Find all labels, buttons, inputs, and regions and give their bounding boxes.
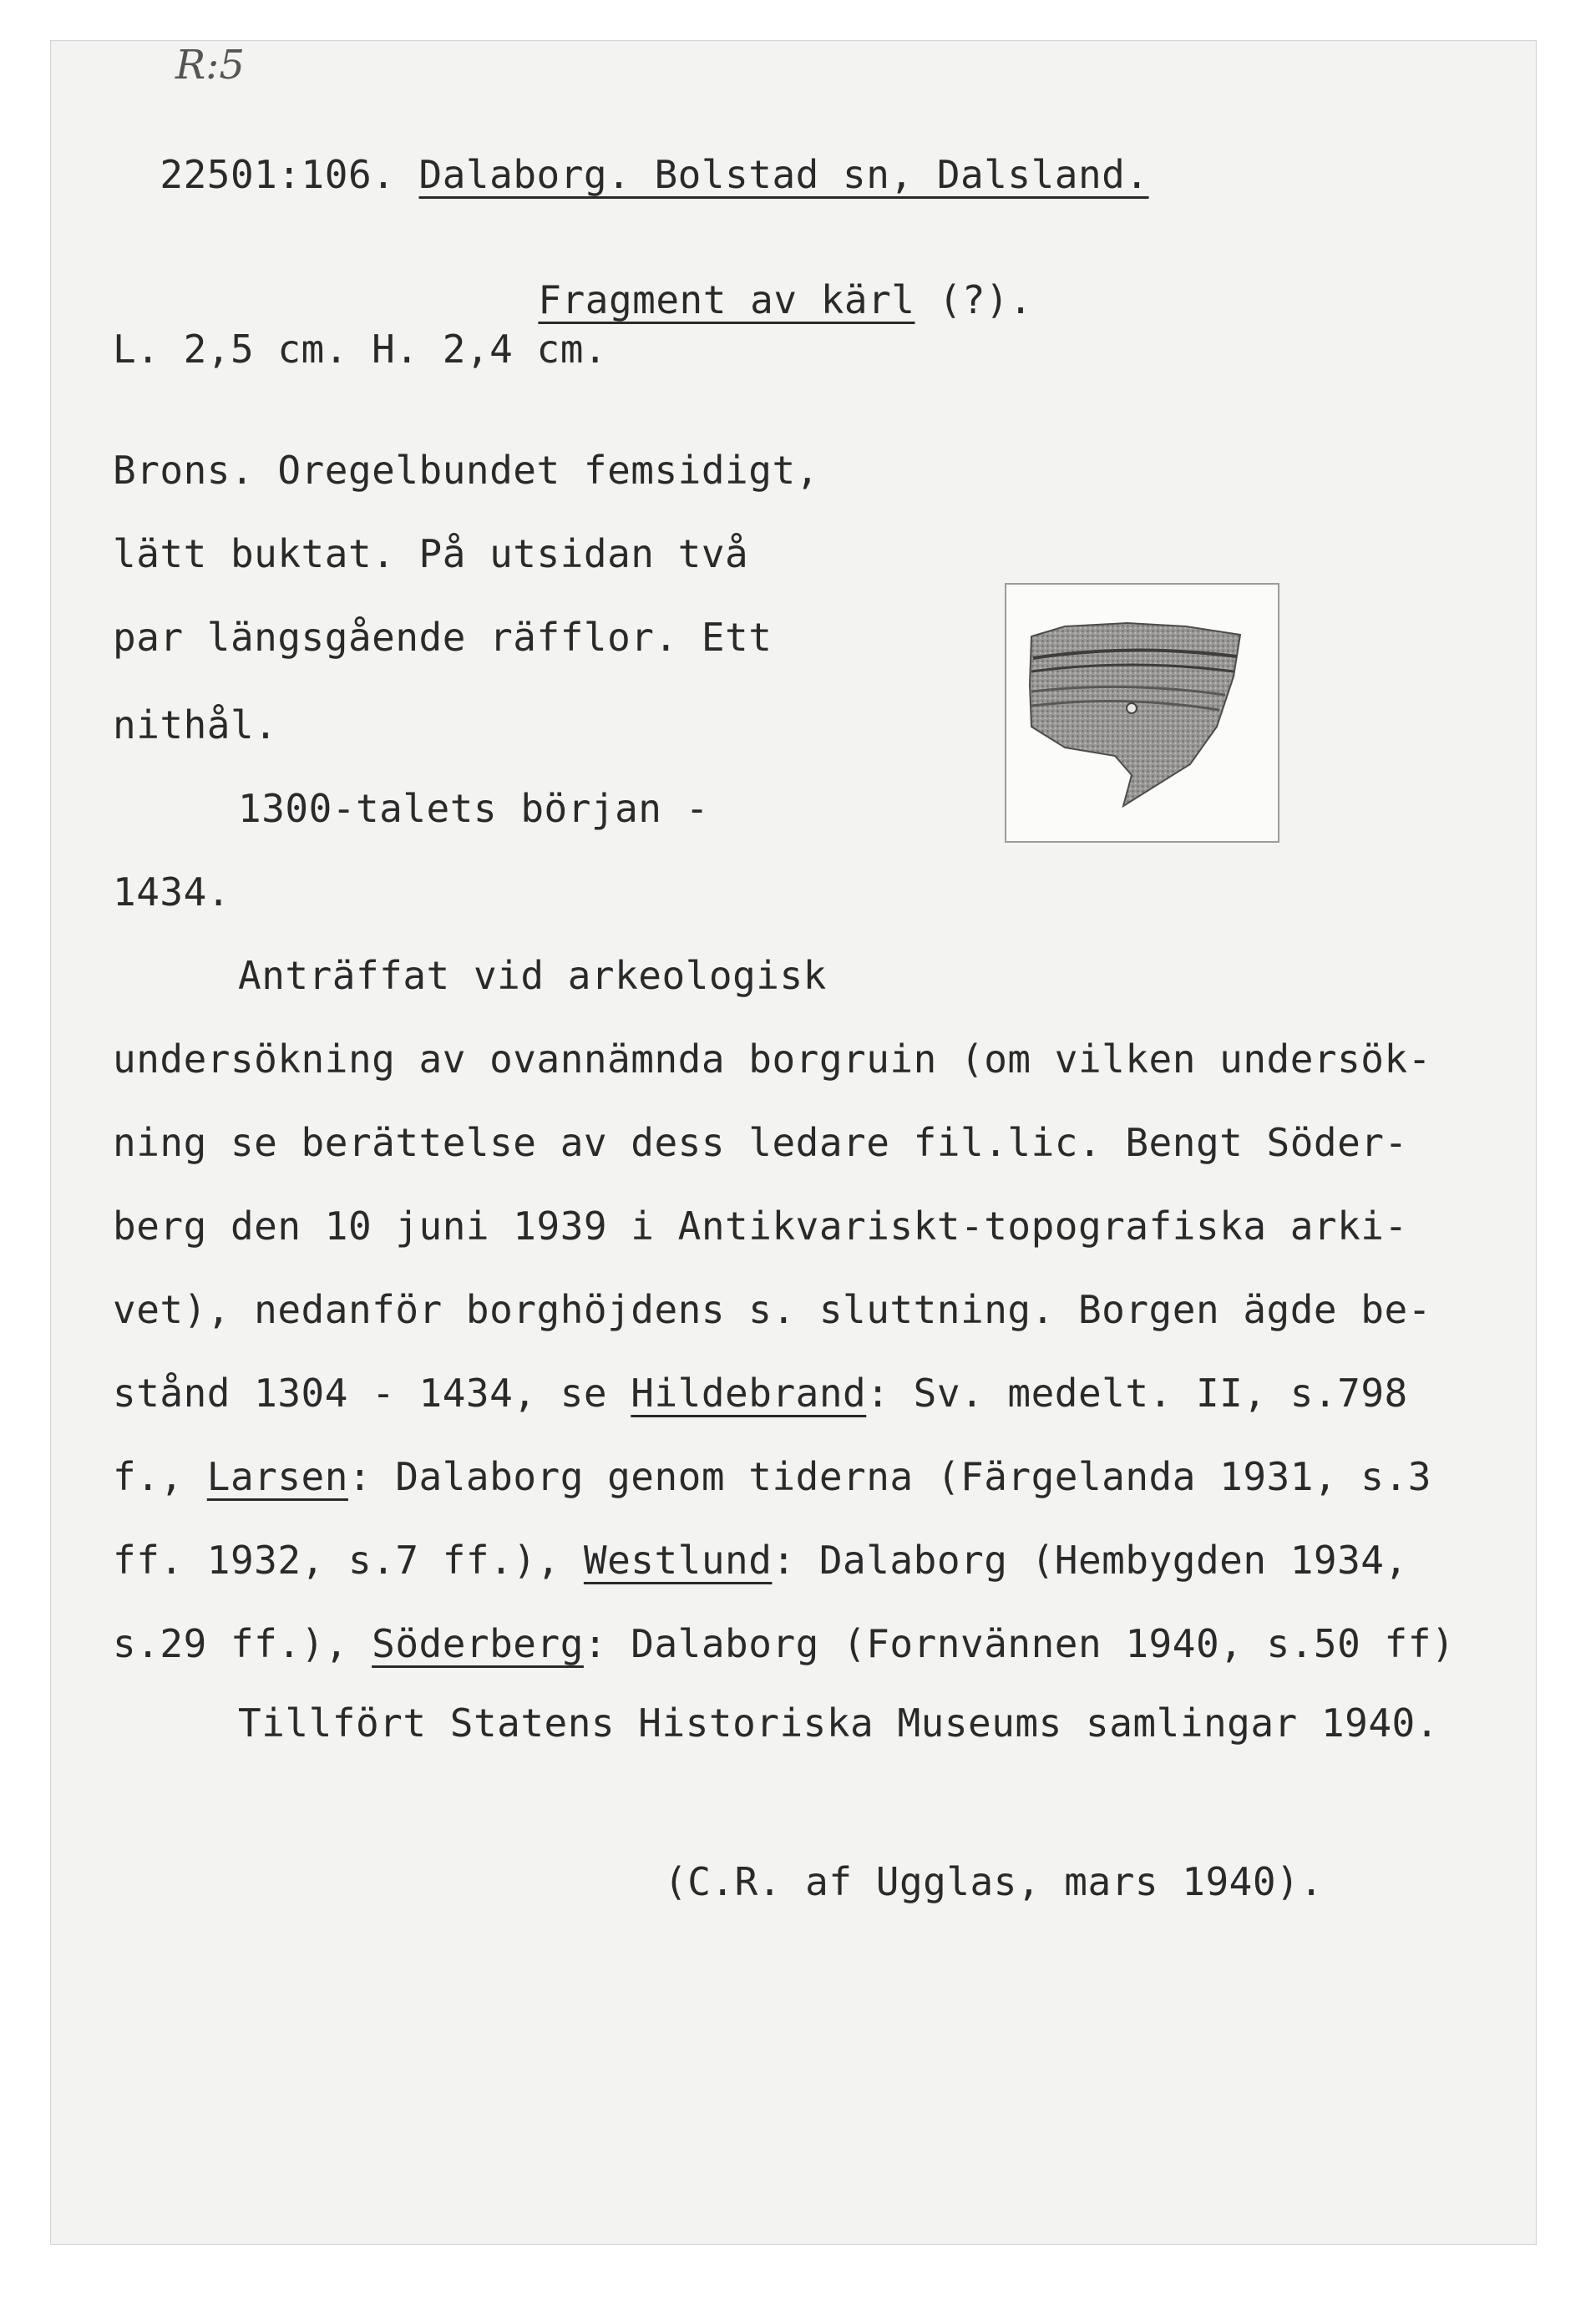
cataloguer-signature: (C.R. af Ugglas, mars 1940). xyxy=(664,1859,1324,1904)
card-header xyxy=(113,117,1149,197)
reference-text: stånd 1304 - 1434, se xyxy=(113,1371,631,1416)
description-line: lätt buktat. På utsidan två xyxy=(113,531,749,576)
reference-text: s.29 ff.), xyxy=(113,1621,372,1666)
object-qualifier: (?). xyxy=(938,277,1033,322)
reference-line xyxy=(113,1621,1456,1666)
handwritten-mark: R:5 xyxy=(175,42,245,89)
reference-text: f., xyxy=(113,1454,207,1499)
reference-line xyxy=(113,1538,1408,1583)
reference-author: Söderberg xyxy=(372,1621,584,1666)
dating-line: 1434. xyxy=(113,869,231,915)
reference-author: Hildebrand xyxy=(631,1371,867,1416)
object-name: Fragment av kärl xyxy=(538,277,915,322)
reference-line xyxy=(113,1454,1431,1499)
bronze-fragment-image xyxy=(1006,585,1278,841)
dating-line: 1300-talets början - xyxy=(238,786,709,831)
find-text-line: ning se berättelse av dess ledare fil.lic. Bengt Söder- xyxy=(113,1120,1408,1165)
reference-line xyxy=(113,1371,1408,1416)
description-line: nithål. xyxy=(113,702,278,748)
object-photo xyxy=(1005,583,1279,843)
reference-author: Westlund xyxy=(583,1538,773,1583)
catalog-number: 22501:106. xyxy=(160,152,396,197)
reference-text: ff. 1932, s.7 ff.), xyxy=(113,1538,584,1583)
find-text-line: vet), nedanför borghöjdens s. sluttning. Borgen ägde be- xyxy=(113,1287,1431,1332)
find-text-line: berg den 10 juni 1939 i Antikvariskt-topografiska arki- xyxy=(113,1204,1408,1249)
find-text-line: undersökning av ovannämnda borgruin (om vilken undersök- xyxy=(113,1036,1431,1082)
reference-text: : Dalaborg (Hembygden 1934, xyxy=(772,1538,1408,1583)
description-line: par längsgående räfflor. Ett xyxy=(113,615,773,660)
reference-text: : Dalaborg genom tiderna (Färgelanda 1931, s.3 xyxy=(347,1454,1431,1499)
find-text-line: Anträffat vid arkeologisk xyxy=(238,953,827,998)
find-place: Dalaborg. Bolstad sn, Dalsland. xyxy=(418,152,1149,197)
acquisition-note: Tillfört Statens Historiska Museums samlingar 1940. xyxy=(238,1700,1439,1746)
reference-author: Larsen xyxy=(206,1454,348,1499)
description-line: Brons. Oregelbundet femsidigt, xyxy=(113,448,819,493)
dimensions: L. 2,5 cm. H. 2,4 cm. xyxy=(113,327,608,372)
reference-text: : Dalaborg (Fornvännen 1940, s.50 ff) xyxy=(583,1621,1456,1666)
reference-text: : Sv. medelt. II, s.798 xyxy=(866,1371,1408,1416)
object-title xyxy=(491,242,1033,322)
